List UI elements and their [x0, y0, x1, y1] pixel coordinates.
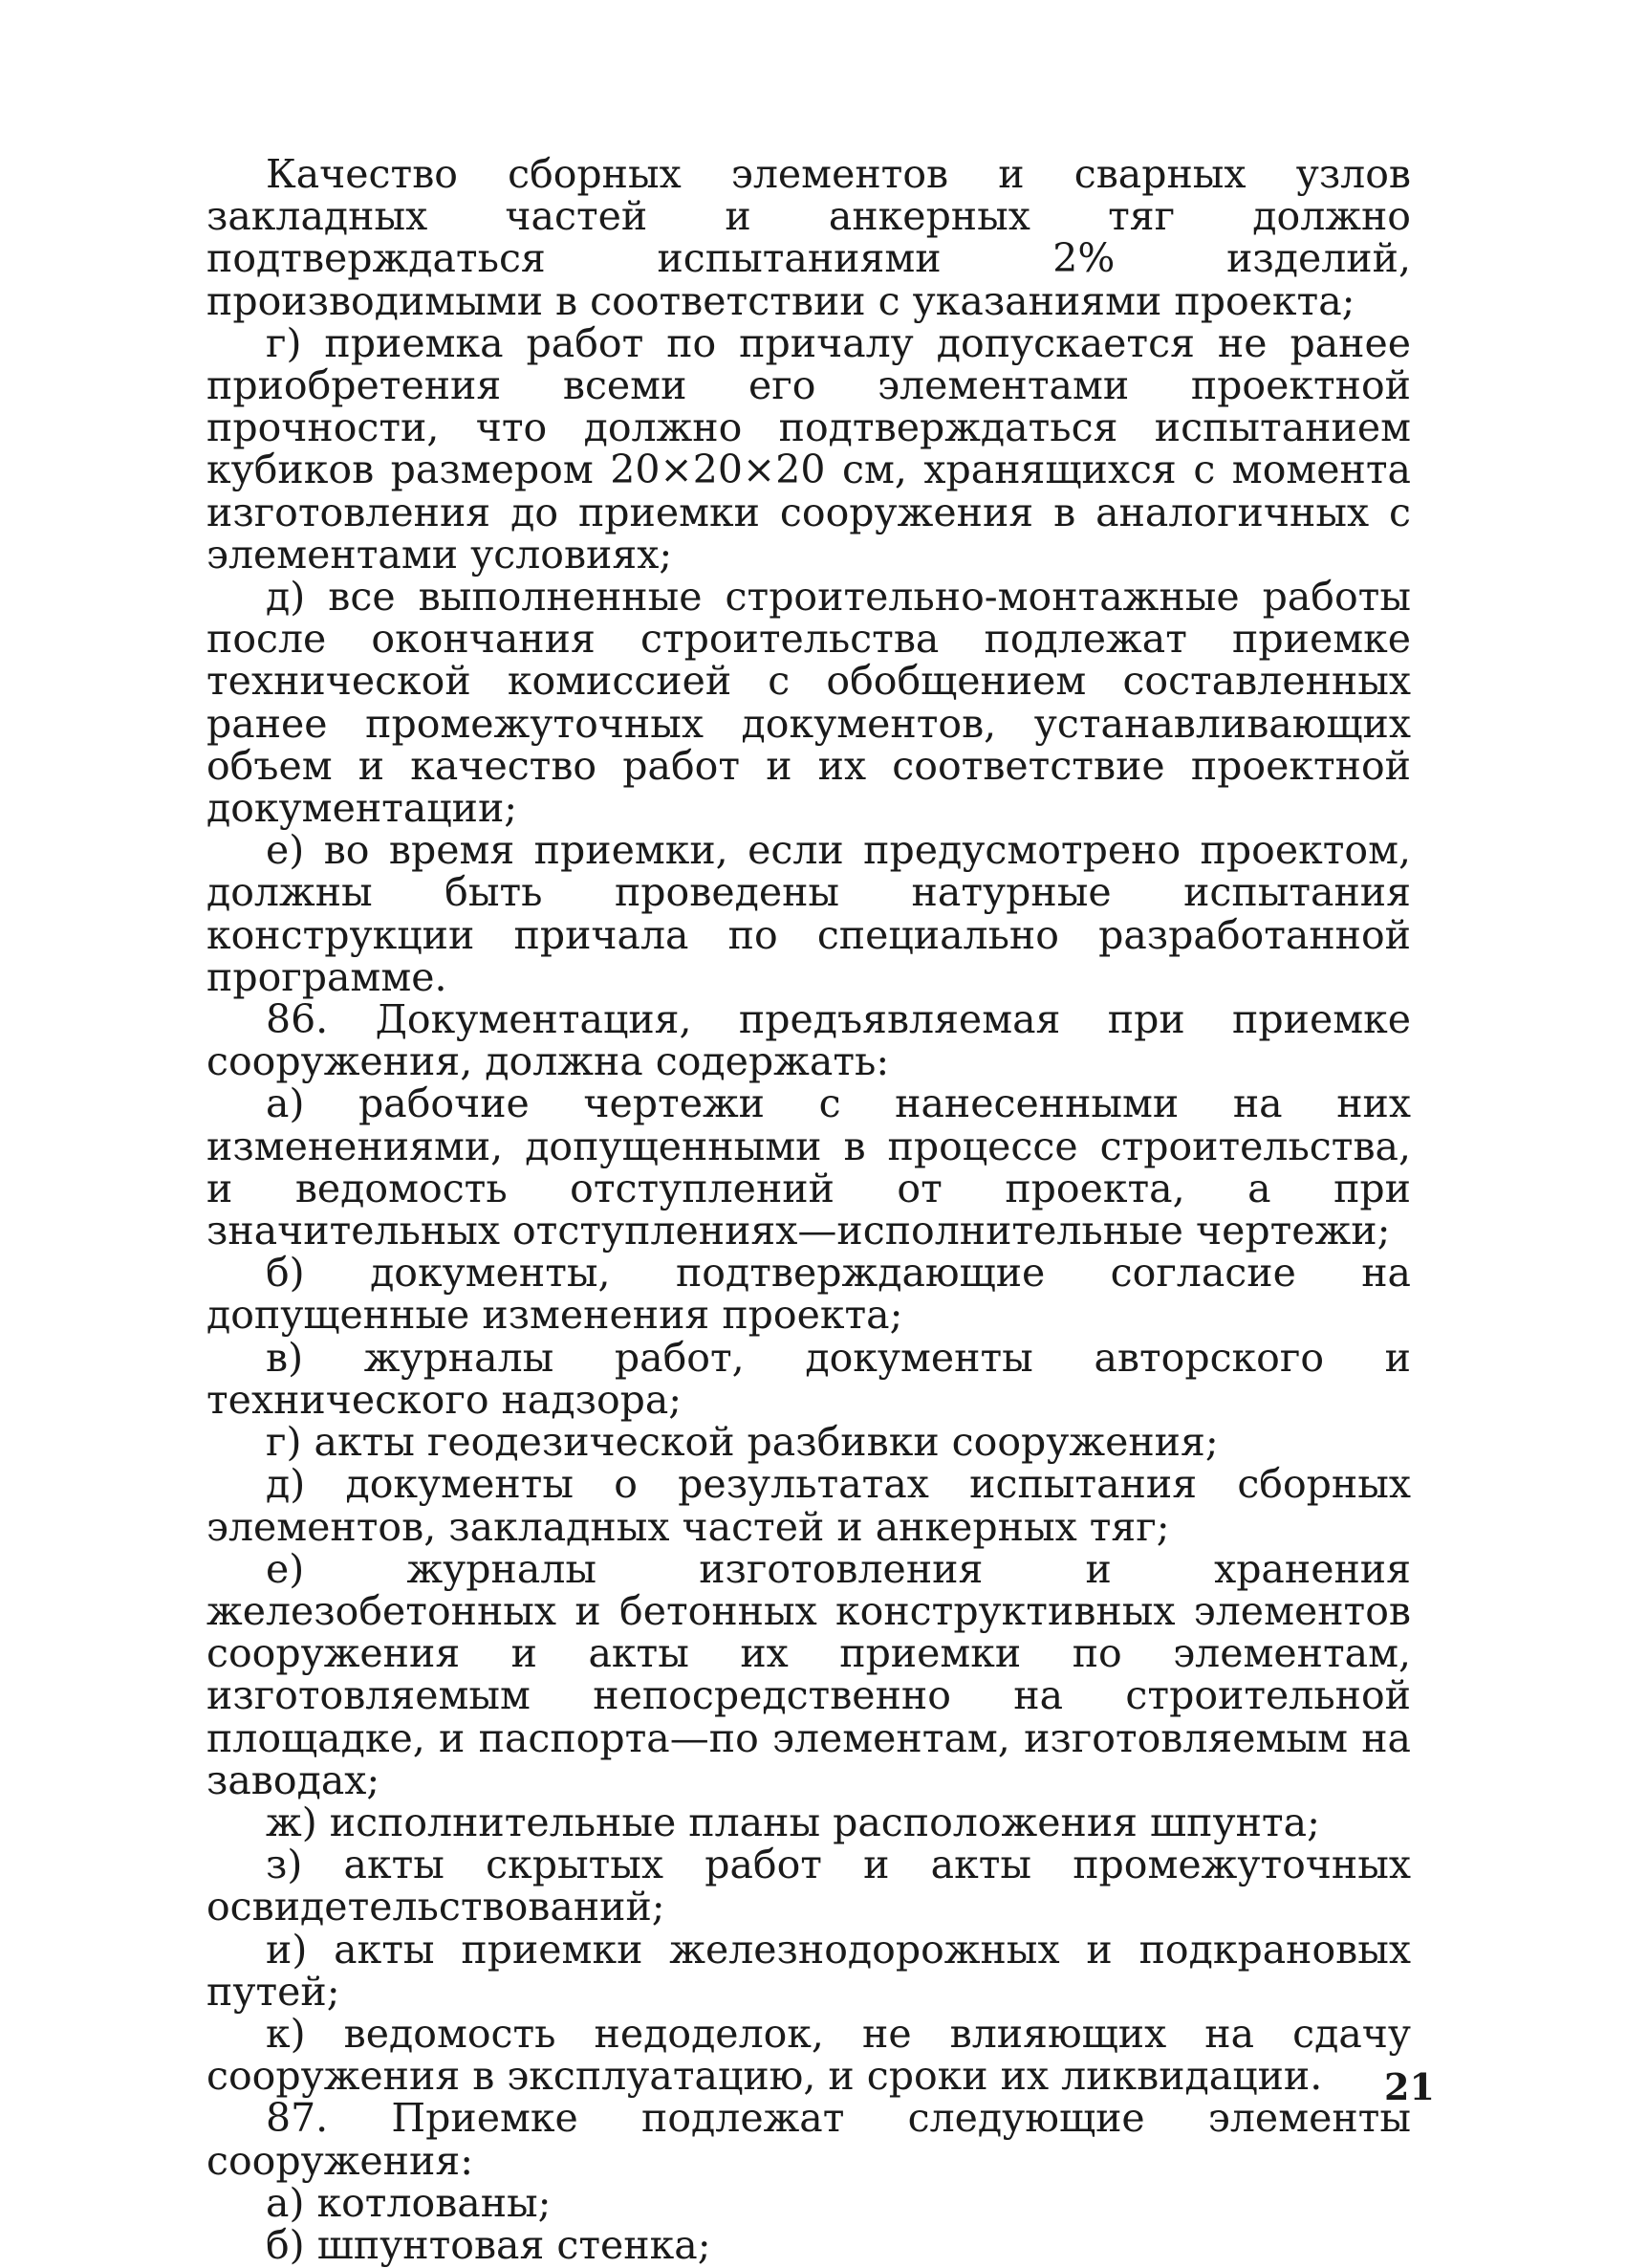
list-item-g-geodetic-acts: г) акты геодезической разбивки сооружения; [266, 1419, 1219, 1466]
paragraph-quality-check: Качество сборных элементов и сварных узлов закладных частей и анкерных тяг должно подтверждаться испытаниями 2% изделий, производимыми в соответствии с указаниями проекта; [206, 151, 1411, 324]
list-item-k-defects-list: к) ведомость недоделок, не влияющих на сдачу сооружения в эксплуатацию, и сроки их ликвидации. [206, 2010, 1411, 2100]
list-item-b-approval-documents: б) документы, подтверждающие согласие на допущенные изменения проекта; [206, 1250, 1411, 1339]
paragraph-86-documentation: 86. Документация, предъявляемая при приемке сооружения, должна содержать: [206, 996, 1411, 1085]
paragraph-87-elements: 87. Приемке подлежат следующие элементы сооружения: [206, 2095, 1411, 2184]
list-item-d-test-results: д) документы о результатах испытания сборных элементов, закладных частей и анкерных тяг; [206, 1461, 1411, 1550]
paragraph-item-e-field-tests: е) во время приемки, если предусмотрено проектом, должны быть проведены натурные испытания конструкции причала по специально разработанной программе. [206, 827, 1411, 1000]
list-item-z-hidden-works: з) акты скрытых работ и акты промежуточных освидетельствований; [206, 1842, 1411, 1930]
list-item-e-manufacturing-logs: е) журналы изготовления и хранения железобетонных и бетонных конструктивных элементов сооружения и акты их приемки по элементам, изготовляемым непосредственно на строительной площадке, и паспорта—по элементам, изготовляемым на заводах; [206, 1545, 1411, 1803]
list-item-v-work-logs: в) журналы работ, документы авторского и технического надзора; [206, 1334, 1411, 1423]
body-text [206, 153, 1411, 2266]
list-item-b-sheet-pile-wall: б) шпунтовая стенка; [266, 2221, 711, 2268]
paragraph-item-g-acceptance: г) приемка работ по причалу допускается не ранее приобретения всеми его элементами проектной прочности, что должно подтверждаться испытанием кубиков размером 20×20×20 см, хранящихся с момента изготовления до приемки сооружения в аналогичных с элементами условиях; [206, 319, 1411, 578]
list-item-i-rail-tracks: и) акты приемки железнодорожных и подкрановых путей; [206, 1926, 1411, 2015]
list-item-a-working-drawings: а) рабочие чертежи с нанесенными на них изменениями, допущенными в процессе строительства, и ведомость отступлений от проекта, а при значительных отступлениях—исполнительные чертежи; [206, 1080, 1411, 1254]
list-item-zh-sheet-pile-plans: ж) исполнительные планы расположения шпунта; [266, 1799, 1320, 1845]
paragraph-item-d-commission: д) все выполненные строительно-монтажные работы после окончания строительства подлежат приемке технической комиссией с обобщением составленных ранее промежуточных документов, устанавливающих объем и качество работ и их соответствие проектной документации; [206, 574, 1411, 832]
page-number: 21 [1384, 2065, 1435, 2108]
list-item-a-pits: а) котлованы; [266, 2179, 552, 2226]
